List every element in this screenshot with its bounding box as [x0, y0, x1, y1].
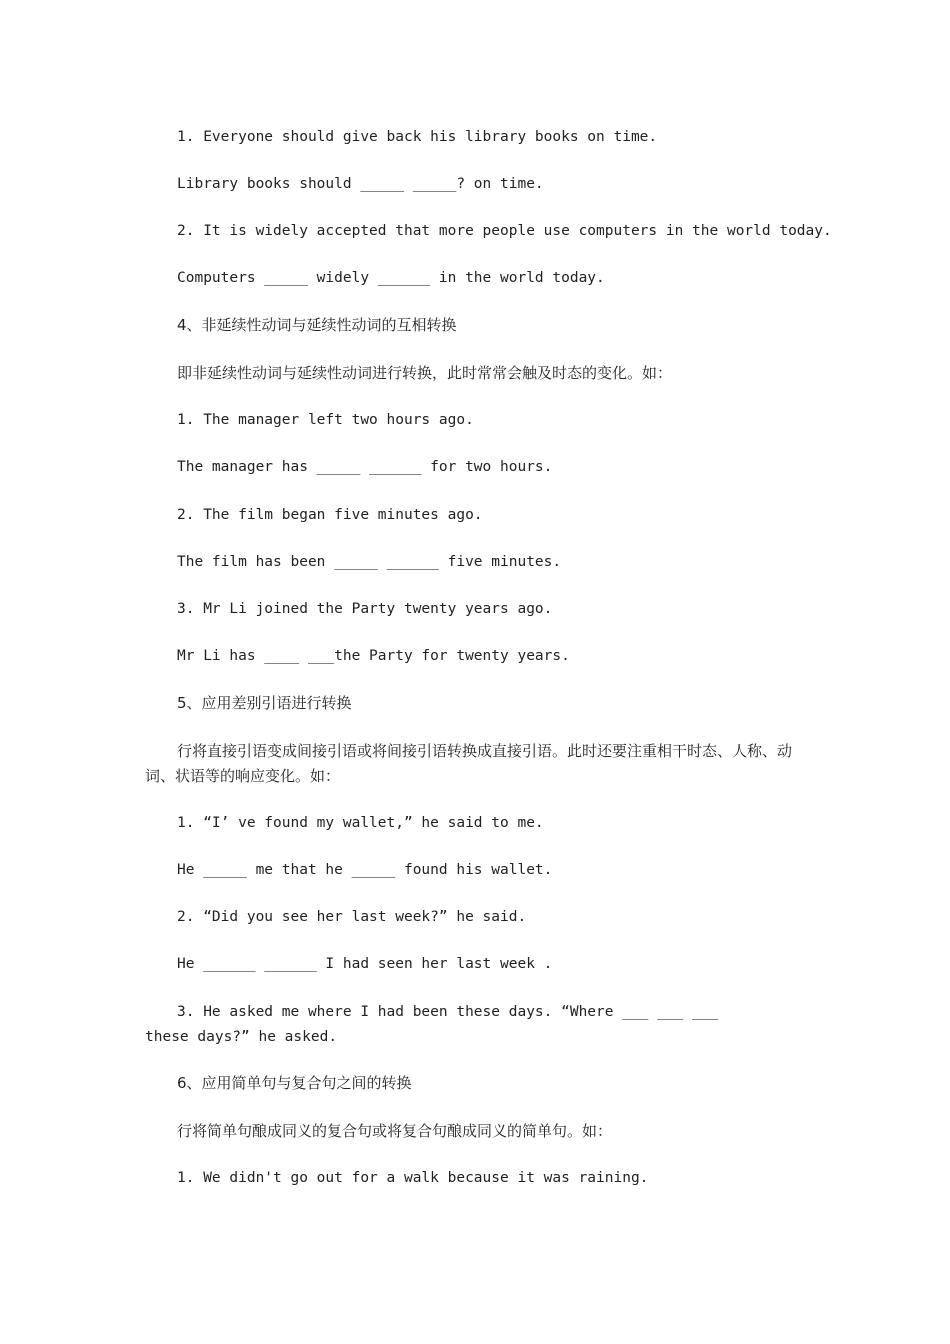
s5-example-1-original: 1. “I’ ve found my wallet,” he said to me. — [177, 815, 544, 831]
example-1-rewrite: Library books should _____ _____? on time. — [177, 176, 544, 192]
section-5-heading: 5、应用差别引语进行转换 — [177, 694, 352, 712]
example-2-original: 2. It is widely accepted that more people use computers in the world today. — [177, 223, 832, 239]
section-6-heading: 6、应用简单句与复合句之间的转换 — [177, 1074, 412, 1092]
s5-example-2-rewrite: He ______ ______ I had seen her last week . — [177, 956, 553, 972]
section-4-intro: 即非延续性动词与延续性动词进行转换，此时常常会触及时态的变化。如： — [177, 364, 673, 382]
s4-example-3-original: 3. Mr Li joined the Party twenty years ago. — [177, 601, 553, 617]
example-1-original: 1. Everyone should give back his library books on time. — [177, 129, 658, 145]
s4-example-2-original: 2. The film began five minutes ago. — [177, 507, 483, 523]
s5-example-2-original: 2. “Did you see her last week?” he said. — [177, 909, 527, 925]
s5-example-3: 3. He asked me where I had been these days. “Where ___ ___ ___ these days?” he asked. — [145, 1004, 719, 1045]
s4-example-1-original: 1. The manager left two hours ago. — [177, 412, 474, 428]
s6-example-1-original: 1. We didn't go out for a walk because it was raining. — [177, 1170, 649, 1186]
example-2-rewrite: Computers _____ widely ______ in the world today. — [177, 270, 605, 286]
section-5-intro: 行将直接引语变成间接引语或将间接引语转换成直接引语。此时还要注重相干时态、人称、动词、状语等的响应变化。如： — [145, 742, 793, 785]
s4-example-3-rewrite: Mr Li has ____ ___the Party for twenty years. — [177, 648, 570, 664]
s4-example-2-rewrite: The film has been _____ ______ five minutes. — [177, 554, 562, 570]
section-4-heading: 4、非延续性动词与延续性动词的互相转换 — [177, 316, 457, 334]
s5-example-1-rewrite: He _____ me that he _____ found his wallet. — [177, 862, 553, 878]
section-6-intro: 行将简单句酿成同义的复合句或将复合句酿成同义的简单句。如： — [177, 1122, 613, 1140]
s4-example-1-rewrite: The manager has _____ ______ for two hours. — [177, 459, 553, 475]
